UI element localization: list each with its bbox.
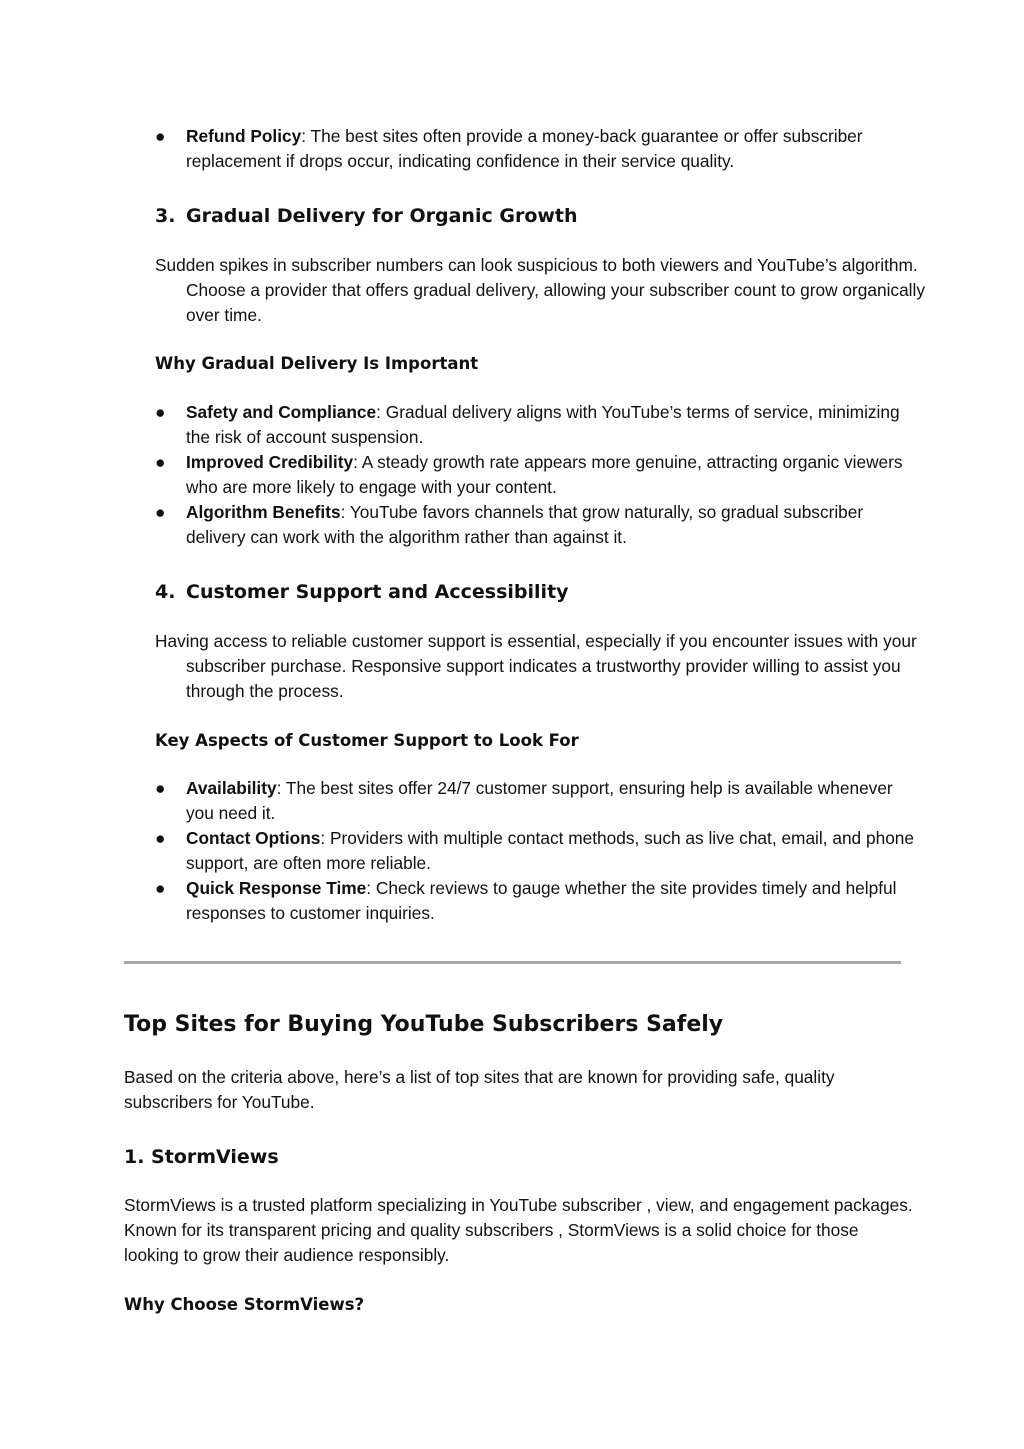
bullet-icon: ●	[155, 452, 166, 472]
top-sites-intro: Based on the criteria above, here’s a list of top sites that are known for providing safe, quality subscribers for YouTube.	[124, 1067, 835, 1112]
site-1-subheading: Why Choose StormViews?	[124, 1295, 365, 1314]
section-number: 3.	[155, 205, 176, 227]
bullet-icon: ●	[155, 126, 166, 146]
item-label: Algorithm Benefits	[186, 502, 341, 522]
horizontal-divider	[124, 961, 901, 964]
site-1-heading: 1. StormViews	[124, 1146, 279, 1168]
item-label: Contact Options	[186, 828, 321, 848]
list-item	[155, 400, 915, 450]
item-label: Availability	[186, 778, 277, 798]
item-label: Quick Response Time	[186, 878, 367, 898]
site-1-paragraph: StormViews is a trusted platform specializing in YouTube subscriber , view, and engagement packages. Known for its transparent pricing and quality subscribers , StormViews is a solid choice for those looking to grow their audience responsibly.	[124, 1195, 913, 1265]
list-item	[155, 500, 915, 550]
item-text: : A steady growth rate appears more genuine, attracting organic viewers who are more likely to engage with your content.	[186, 452, 903, 497]
item-label: Safety and Compliance	[186, 402, 377, 422]
list-item	[155, 776, 915, 826]
bullet-icon: ●	[155, 502, 166, 522]
section-3-subheading: Why Gradual Delivery Is Important	[155, 354, 479, 373]
section-3-heading	[155, 203, 578, 229]
top-sites-heading: Top Sites for Buying YouTube Subscribers Safely	[124, 1012, 724, 1037]
section-4-heading	[155, 579, 569, 605]
item-text: : Check reviews to gauge whether the site provides timely and helpful responses to customer inquiries.	[186, 878, 897, 923]
item-label: Refund Policy	[186, 126, 302, 146]
item-text: : Providers with multiple contact methods, such as live chat, email, and phone support, are often more reliable.	[186, 828, 915, 873]
bullet-icon: ●	[155, 878, 166, 898]
section-4-subheading: Key Aspects of Customer Support to Look For	[155, 731, 579, 750]
item-text: : YouTube favors channels that grow naturally, so gradual subscriber delivery can work with the algorithm rather than against it.	[186, 502, 864, 547]
section-title: Gradual Delivery for Organic Growth	[186, 205, 578, 227]
list-item	[155, 450, 915, 500]
refund-policy-list	[155, 124, 915, 174]
gradual-delivery-list	[155, 400, 915, 550]
bullet-icon: ●	[155, 402, 166, 422]
section-title: Customer Support and Accessibility	[186, 581, 569, 603]
list-item	[155, 826, 915, 876]
list-item	[155, 876, 915, 926]
item-text: : Gradual delivery aligns with YouTube’s terms of service, minimizing the risk of account suspension.	[186, 402, 900, 447]
customer-support-list	[155, 776, 915, 926]
bullet-icon: ●	[155, 778, 166, 798]
item-text: : The best sites often provide a money-back guarantee or offer subscriber replacement if drops occur, indicating confidence in their service quality.	[186, 126, 863, 171]
item-label: Improved Credibility	[186, 452, 354, 472]
item-text: : The best sites offer 24/7 customer support, ensuring help is available whenever you need it.	[186, 778, 893, 823]
bullet-icon: ●	[155, 828, 166, 848]
section-4-paragraph: Having access to reliable customer support is essential, especially if you encounter issues with your subscriber purchase. Responsive support indicates a trustworthy provider willing to assist you through the process.	[155, 631, 917, 701]
section-3-paragraph: Sudden spikes in subscriber numbers can look suspicious to both viewers and YouTube’s algorithm. Choose a provider that offers gradual delivery, allowing your subscriber count to grow organically over time.	[155, 255, 926, 325]
section-number: 4.	[155, 581, 176, 603]
list-item	[155, 124, 915, 174]
